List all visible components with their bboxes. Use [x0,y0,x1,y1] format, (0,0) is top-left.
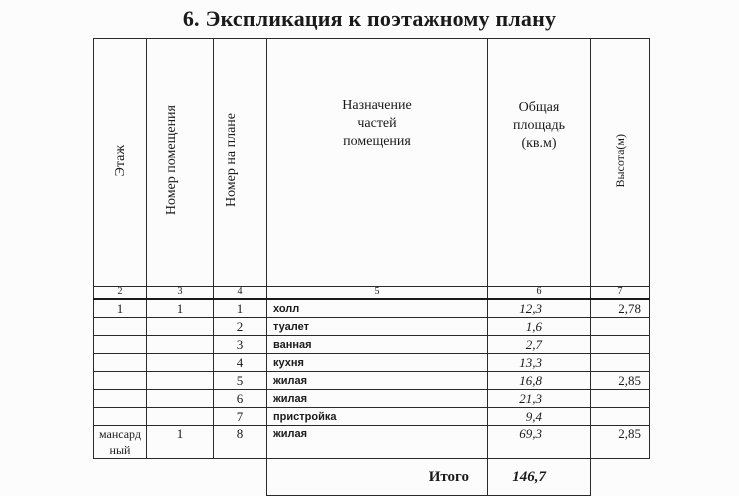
room-cell [147,390,214,408]
header-row [94,39,650,287]
col-number: 5 [267,287,488,300]
purpose-cell: жилая [267,390,488,408]
area-cell: 12,3 [488,299,591,318]
purpose-cell: кухня [267,354,488,372]
room-cell [147,318,214,336]
table-row [94,336,650,354]
col-number: 3 [147,287,214,300]
plan-cell: 6 [214,390,267,408]
table-row [94,354,650,372]
col-number: 4 [214,287,267,300]
total-label: Итого [267,459,488,496]
plan-cell: 4 [214,354,267,372]
table-row [94,426,650,459]
purpose-cell: жилая [267,372,488,390]
area-cell: 21,3 [488,390,591,408]
room-cell [147,408,214,426]
purpose-cell: жилая [267,426,488,459]
area-cell: 16,8 [488,372,591,390]
floor-cell [94,354,147,372]
room-cell: 1 [147,426,214,459]
floor-cell: мансард ный [94,426,147,459]
page-title: 6. Экспликация к поэтажному плану [182,6,557,31]
plan-cell: 3 [214,336,267,354]
height-cell [591,408,650,426]
purpose-cell: ванная [267,336,488,354]
explication-table [93,38,650,496]
col-number: 6 [488,287,591,300]
height-cell: 2,85 [591,372,650,390]
plan-cell: 5 [214,372,267,390]
header-purpose: Назначение частей помещения [267,39,488,287]
height-cell: 2,78 [591,299,650,318]
table-row [94,408,650,426]
header-room-number: Номер помещения [147,39,214,287]
table-row [94,299,650,318]
col-number: 7 [591,287,650,300]
plan-cell: 7 [214,408,267,426]
purpose-cell: пристройка [267,408,488,426]
table-row [94,390,650,408]
area-cell: 9,4 [488,408,591,426]
col-number: 2 [94,287,147,300]
floor-cell [94,390,147,408]
area-cell: 69,3 [488,426,591,459]
plan-cell: 8 [214,426,267,459]
height-cell [591,336,650,354]
floor-cell: 1 [94,299,147,318]
purpose-cell: холл [267,299,488,318]
total-row [94,459,650,496]
room-cell [147,354,214,372]
header-floor: Этаж [94,39,147,287]
area-cell: 13,3 [488,354,591,372]
table-row [94,318,650,336]
room-cell [147,336,214,354]
height-cell [591,318,650,336]
floor-cell [94,318,147,336]
plan-cell: 2 [214,318,267,336]
floor-cell [94,408,147,426]
height-cell [591,354,650,372]
plan-cell: 1 [214,299,267,318]
height-cell [591,390,650,408]
header-plan-number: Номер на плане [214,39,267,287]
room-cell [147,372,214,390]
total-value: 146,7 [488,459,591,496]
purpose-cell: туалет [267,318,488,336]
floor-cell [94,372,147,390]
area-cell: 1,6 [488,318,591,336]
room-cell: 1 [147,299,214,318]
height-cell: 2,85 [591,426,650,459]
area-cell: 2,7 [488,336,591,354]
floor-cell [94,336,147,354]
header-height: Высота(м) [591,39,650,287]
header-area: Общая площадь (кв.м) [488,39,591,287]
table-row [94,372,650,390]
column-number-row [94,287,650,300]
